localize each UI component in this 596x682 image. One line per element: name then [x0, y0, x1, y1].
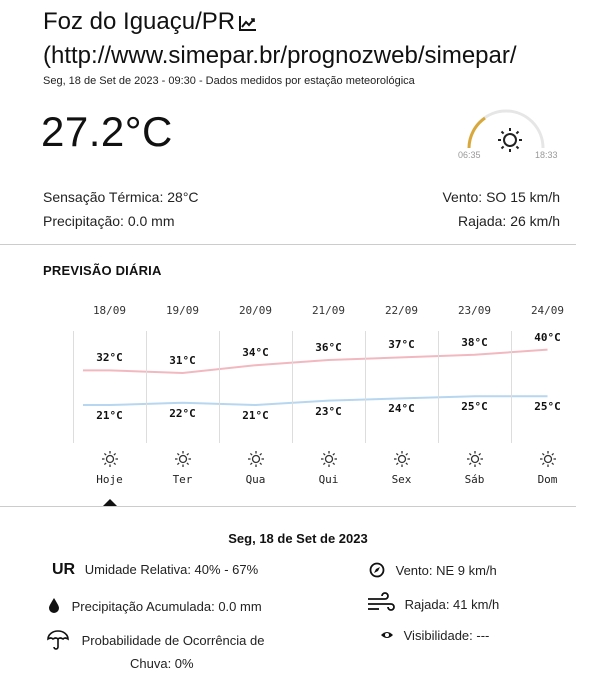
city-name: Foz do Iguaçu/PR [43, 8, 236, 35]
daily-forecast-strip[interactable] [73, 290, 565, 512]
wind-gust: Rajada: 26 km/h [458, 213, 560, 229]
min-temp-label: 22°C [169, 406, 196, 420]
sunrise-time: 06:35 [458, 150, 481, 160]
forecast-day[interactable] [146, 290, 219, 510]
detail-wind-text: Vento: NE 9 km/h [395, 563, 497, 578]
detail-wind-row [369, 562, 497, 578]
sun-icon [219, 450, 292, 473]
forecast-date: 24/09 [530, 304, 565, 317]
forecast-day[interactable] [219, 290, 292, 510]
forecast-day-name: Qua [245, 473, 266, 486]
forecast-day-name: Dom [537, 473, 558, 486]
min-temp-label: 23°C [315, 404, 342, 418]
precip-acc-text: Precipitação Acumulada: 0.0 mm [71, 599, 262, 614]
forecast-day[interactable] [73, 290, 146, 510]
forecast-day-name: Qui [318, 473, 339, 486]
max-temp-label: 34°C [242, 346, 269, 360]
forecast-date: 23/09 [457, 304, 492, 317]
wind-speed: Vento: SO 15 km/h [442, 189, 560, 205]
gust-wind-icon [367, 595, 395, 613]
humidity-icon: UR [52, 561, 76, 578]
max-temp-label: 38°C [461, 335, 488, 349]
day-separator [73, 331, 74, 443]
measurement-info: Seg, 18 de Set de 2023 - 09:30 - Dados medidos por estação meteorológica [43, 75, 415, 87]
sun-icon [146, 450, 219, 473]
forecast-day[interactable] [292, 290, 365, 510]
min-temp-label: 24°C [388, 402, 415, 416]
precipitation: Precipitação: 0.0 mm [43, 213, 175, 229]
max-temp-label: 37°C [388, 338, 415, 352]
section-divider [0, 244, 576, 245]
sun-icon [292, 450, 365, 473]
feels-like: Sensação Térmica: 28°C [43, 189, 199, 205]
forecast-day[interactable] [438, 290, 511, 510]
min-temp-label: 21°C [242, 409, 269, 422]
sun-icon [365, 450, 438, 473]
max-temp-label: 36°C [315, 341, 342, 354]
forecast-day[interactable] [511, 290, 584, 510]
source-url[interactable]: (http://www.simepar.br/prognozweb/simepar/ [43, 42, 517, 69]
min-temp-label: 25°C [534, 400, 561, 414]
detail-gust-text: Rajada: 41 km/h [404, 597, 500, 612]
daily-forecast-title: PREVISÃO DIÁRIA [43, 263, 162, 278]
city-title [43, 8, 257, 36]
forecast-date: 22/09 [384, 304, 419, 317]
day-separator [146, 331, 147, 443]
forecast-date: 21/09 [311, 304, 346, 317]
forecast-day-name: Hoje [96, 473, 123, 486]
rain-prob-line1: Probabilidade de Ocorrência de [81, 633, 265, 648]
precip-acc-row [47, 597, 262, 614]
sun-icon [511, 450, 584, 473]
compass-icon [369, 562, 385, 578]
selected-day-title: Seg, 18 de Set de 2023 [228, 531, 368, 546]
sun-icon [438, 450, 511, 473]
humidity-row [52, 561, 258, 579]
max-temp-label: 32°C [96, 351, 123, 365]
min-temp-label: 25°C [461, 400, 488, 414]
max-temp-label: 40°C [534, 330, 561, 344]
sun-icon [73, 450, 146, 473]
forecast-day-name: Ter [172, 473, 193, 486]
forecast-divider [0, 506, 576, 507]
selected-day-pointer [103, 499, 117, 506]
forecast-day-name: Sáb [464, 473, 485, 486]
current-temperature: 27.2°C [41, 108, 173, 155]
forecast-date: 19/09 [165, 304, 200, 317]
eye-icon [380, 630, 394, 640]
rain-prob-line2: Chuva: 0% [130, 656, 194, 671]
trend-chart-icon[interactable] [239, 15, 257, 31]
visibility-text: Visibilidade: --- [403, 628, 490, 643]
detail-gust-row [367, 595, 499, 613]
forecast-day-name: Sex [391, 473, 412, 486]
max-temp-label: 31°C [169, 354, 196, 367]
rain-prob-row [47, 629, 264, 651]
day-separator [511, 331, 512, 443]
sunset-time: 18:33 [535, 150, 558, 160]
forecast-date: 18/09 [92, 304, 127, 317]
visibility-row [380, 628, 489, 643]
forecast-day[interactable] [365, 290, 438, 510]
humidity-text: Umidade Relativa: 40% - 67% [84, 562, 259, 577]
forecast-date: 20/09 [238, 304, 273, 317]
umbrella-icon [47, 629, 69, 651]
rain-drop-icon [47, 597, 61, 613]
min-temp-label: 21°C [96, 409, 123, 422]
sun-icon [498, 128, 522, 152]
